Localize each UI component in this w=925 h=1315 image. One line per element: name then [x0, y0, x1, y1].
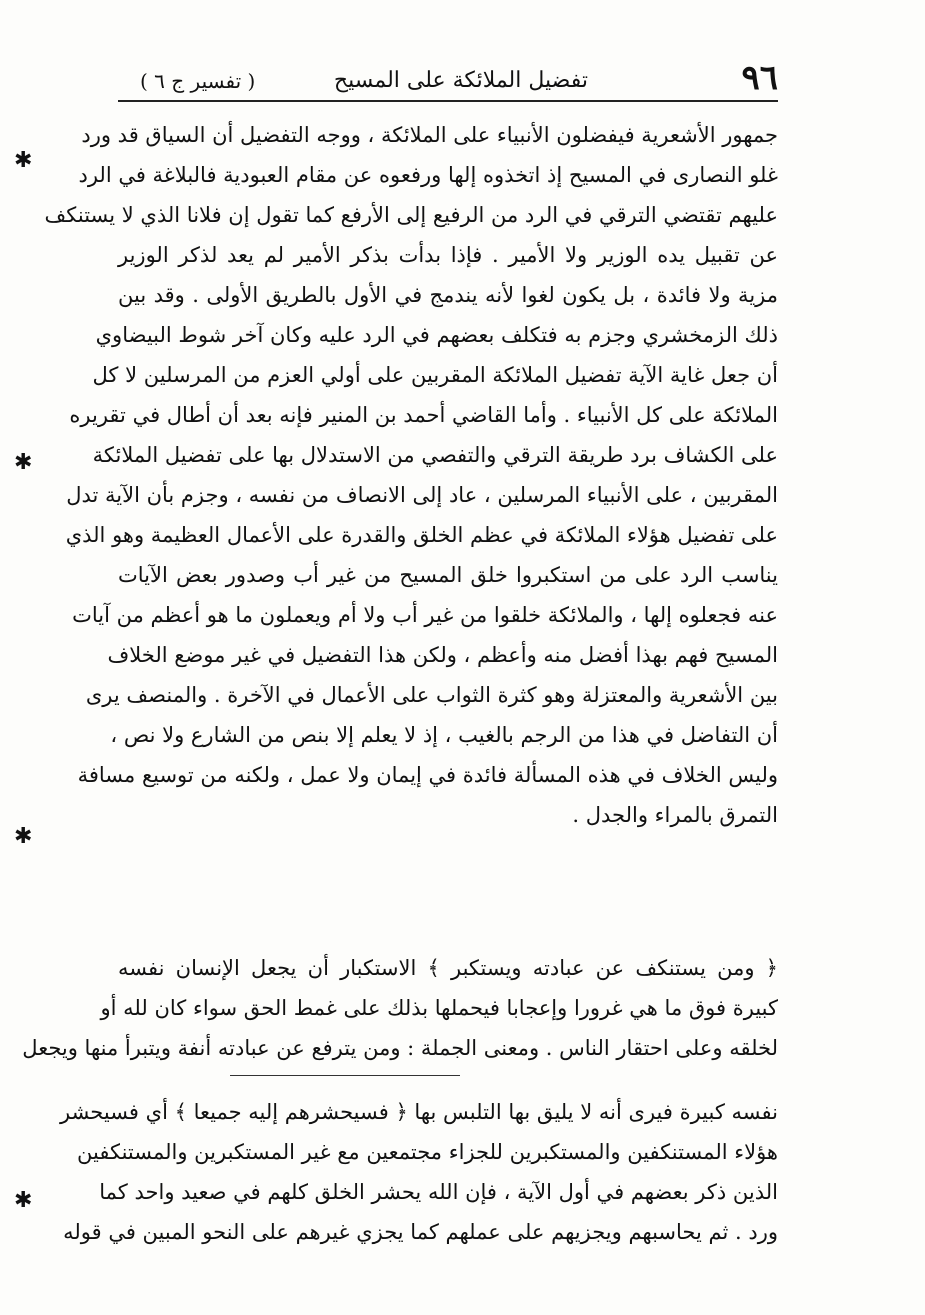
text-line: نفسه كبيرة فيرى أنه لا يليق بها التلبس بها ﴿ فسيحشرهم إليه جميعا ﴾ أي فسيحشر	[59, 1100, 778, 1124]
ornament-star-icon: ✱	[14, 824, 33, 849]
text-line: جمهور الأشعرية فيفضلون الأنبياء على الملائكة ، ووجه التفضيل أن السياق قد ورد	[81, 123, 778, 147]
page-number: ٩٦	[741, 58, 778, 98]
text-line: بين الأشعرية والمعتزلة وهو كثرة الثواب على الأعمال في الآخرة . والمنصف يرى	[85, 683, 778, 707]
text-line: على الكشاف برد طريقة الترقي والتفصي من الاستدلال بها على تفضيل الملائكة	[92, 443, 778, 467]
running-title: تفضيل الملائكة على المسيح	[333, 68, 588, 93]
paragraph-continuation	[59, 1092, 778, 1252]
text-line: هؤلاء المستنكفين والمستكبرين للجزاء مجتمعين مع غير المستكبرين والمستنكفين	[77, 1140, 778, 1164]
separator-rule	[230, 1075, 460, 1076]
text-line: وليس الخلاف في هذه المسألة فائدة في إيمان ولا عمل ، ولكنه من توسيع مسافة	[77, 763, 778, 787]
text-line: ﴿ ومن يستنكف عن عبادته ويستكبر ﴾ الاستكبار أن يجعل الإنسان نفسه	[118, 956, 778, 980]
text-line: كبيرة فوق ما هي غرورا وإعجابا فيحملها بذلك على غمط الحق سواء كان لله أو	[100, 996, 778, 1020]
page-header	[118, 58, 778, 102]
volume-label: ( تفسير ج ٦ )	[140, 69, 256, 93]
paragraph-main	[44, 115, 778, 835]
text-line: لخلقه وعلى احتقار الناس . ومعنى الجملة : ومن يترفع عن عبادته أنفة ويتبرأ منها ويجعل	[22, 1036, 778, 1060]
text-line: أن جعل غاية الآية تفضيل الملائكة المقربين على أولي العزم من المرسلين لا كل	[92, 363, 778, 387]
text-line: عنه فجعلوه إلها ، والملائكة خلقوا من غير أب ولا أم ويعملون ما هو أعظم من آيات	[72, 603, 778, 627]
text-line: يناسب الرد على من استكبروا خلق المسيح من غير أب وصدور بعض الآيات	[118, 563, 778, 587]
text-line: على تفضيل هؤلاء الملائكة في عظم الخلق والقدرة على الأعمال العظيمة وهو الذي	[65, 523, 778, 547]
header-rule	[118, 100, 778, 102]
text-line: عن تقبيل يده الوزير ولا الأمير . فإذا بدأت بذكر الأمير لم يعد لذكر الوزير	[118, 243, 778, 267]
text-line: مزية ولا فائدة ، بل يكون لغوا لأنه يندمج في الأول بالطريق الأولى . وقد بين	[118, 283, 778, 307]
text-line: التمرق بالمراء والجدل .	[572, 803, 778, 827]
text-line: غلو النصارى في المسيح إذ اتخذوه إلها ورفعوه عن مقام العبودية فالبلاغة في الرد	[78, 163, 778, 187]
ornament-star-icon: ✱	[14, 148, 33, 173]
text-line: الذين ذكر بعضهم في أول الآية ، فإن الله يحشر الخلق كلهم في صعيد واحد كما	[99, 1180, 778, 1204]
ornament-star-icon: ✱	[14, 1188, 33, 1213]
ornament-star-icon: ✱	[14, 450, 33, 475]
paragraph-verse-commentary	[22, 948, 778, 1068]
text-line: المسيح فهم بهذا أفضل منه وأعظم ، ولكن هذا التفضيل في غير موضع الخلاف	[107, 643, 778, 667]
text-line: عليهم تقتضي الترقي في الرد من الرفيع إلى الأرفع كما تقول إن فلانا الذي لا يستنكف	[44, 203, 778, 227]
text-line: المقربين ، على الأنبياء المرسلين ، عاد إلى الانصاف من نفسه ، وجزم بأن الآية تدل	[66, 483, 778, 507]
text-line: ورد . ثم يحاسبهم ويجزيهم على عملهم كما يجزي غيرهم على النحو المبين في قوله	[63, 1220, 778, 1244]
text-line: ذلك الزمخشري وجزم به فتكلف بعضهم في الرد عليه وكان آخر شوط البيضاوي	[95, 323, 778, 347]
text-line: أن التفاضل في هذا من الرجم بالغيب ، إذ لا يعلم إلا بنص من الشارع ولا نص ،	[110, 723, 778, 747]
text-line: الملائكة على كل الأنبياء . وأما القاضي أحمد بن المنير فإنه بعد أن أطال في تقريره	[69, 403, 778, 427]
